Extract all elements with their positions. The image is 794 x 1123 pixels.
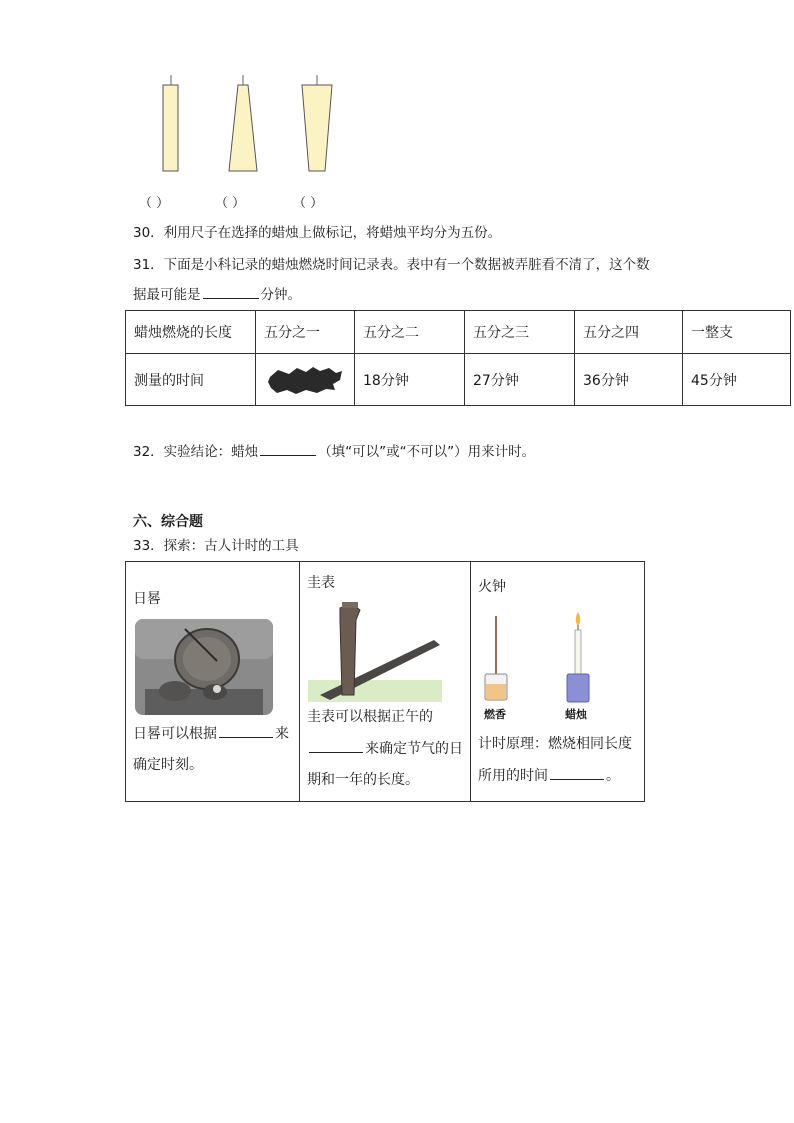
table-cell: 蜡烛燃烧的长度 [126,311,256,354]
question-33: 33．探索：古人计时的工具 [133,538,299,554]
firebell-title: 火钟 [478,579,506,595]
ancient-timing-tools-table [125,561,645,802]
incense-image [483,614,509,702]
question-30: 30．利用尺子在选择的蜡烛上做标记，将蜡烛平均分为五份。 [133,225,502,241]
sundial-text-pre: 日晷可以根据 [133,726,217,742]
answer-blank-31[interactable] [203,297,259,299]
table-cell: 五分之三 [465,311,575,354]
firebell-text-pre: 所用的时间 [478,768,548,784]
question-31-line1: 31．下面是小科记录的蜡烛燃烧时间记录表。表中有一个数据被弄脏看不清了，这个数 [133,257,650,273]
candle-b-figure [226,72,260,174]
answer-blank-32[interactable] [260,454,316,456]
burn-time-table [125,310,791,406]
sundial-line1 [133,721,289,748]
answer-blank-firebell[interactable] [550,778,604,780]
table-cell: 18分钟 [355,354,465,406]
table-cell: 测量的时间 [126,354,256,406]
gnomon-image [308,600,442,702]
candle-image [566,612,590,704]
candle-c-answer: （ ） [293,196,324,211]
gnomon-line3: 期和一年的长度。 [307,772,419,788]
question-31-text-pre: 据最可能是 [133,287,201,303]
sundial-cell [126,562,300,802]
question-32-text-post: （填“可以”或“不可以”）用来计时。 [318,444,536,460]
sundial-text-post: 来 [275,726,289,742]
smudged-cell [256,354,355,406]
table-cell: 27分钟 [465,354,575,406]
candle-label: 蜡烛 [565,708,587,721]
table-cell: 45分钟 [683,354,791,406]
gnomon-cell [300,562,471,802]
table-cell: 一整支 [683,311,791,354]
firebell-cell [471,562,645,802]
ink-smudge-image [256,355,354,405]
gnomon-title: 圭表 [307,575,335,591]
question-32 [133,443,535,461]
table-cell: 五分之二 [355,311,465,354]
sundial-line2: 确定时刻。 [133,757,203,773]
firebell-text-post: 。 [606,768,620,784]
section-title: 六、综合题 [133,514,203,530]
firebell-line1: 计时原理：燃烧相同长度 [478,736,632,752]
candle-a-answer: （ ） [139,196,170,211]
firebell-line2 [478,763,620,790]
gnomon-line1: 圭表可以根据正午的 [307,709,433,725]
gnomon-line2 [307,736,463,763]
table-cell: 五分之四 [575,311,683,354]
incense-label: 燃香 [484,708,506,721]
candle-c-figure [300,72,334,174]
sundial-title: 日晷 [133,591,161,607]
question-32-text-pre: 32．实验结论：蜡烛 [133,444,259,460]
candle-a-figure [158,72,184,174]
question-31-line2 [133,286,301,304]
answer-blank-gnomon[interactable] [309,751,363,753]
table-row [126,354,791,406]
table-cell: 五分之一 [256,311,355,354]
question-31-text-post: 分钟。 [260,287,301,303]
candle-b-answer: （ ） [215,196,246,211]
table-cell: 36分钟 [575,354,683,406]
gnomon-text-post: 来确定节气的日 [365,741,463,757]
table-header-row [126,311,791,354]
sundial-photo [135,619,273,715]
answer-blank-sundial[interactable] [219,736,273,738]
